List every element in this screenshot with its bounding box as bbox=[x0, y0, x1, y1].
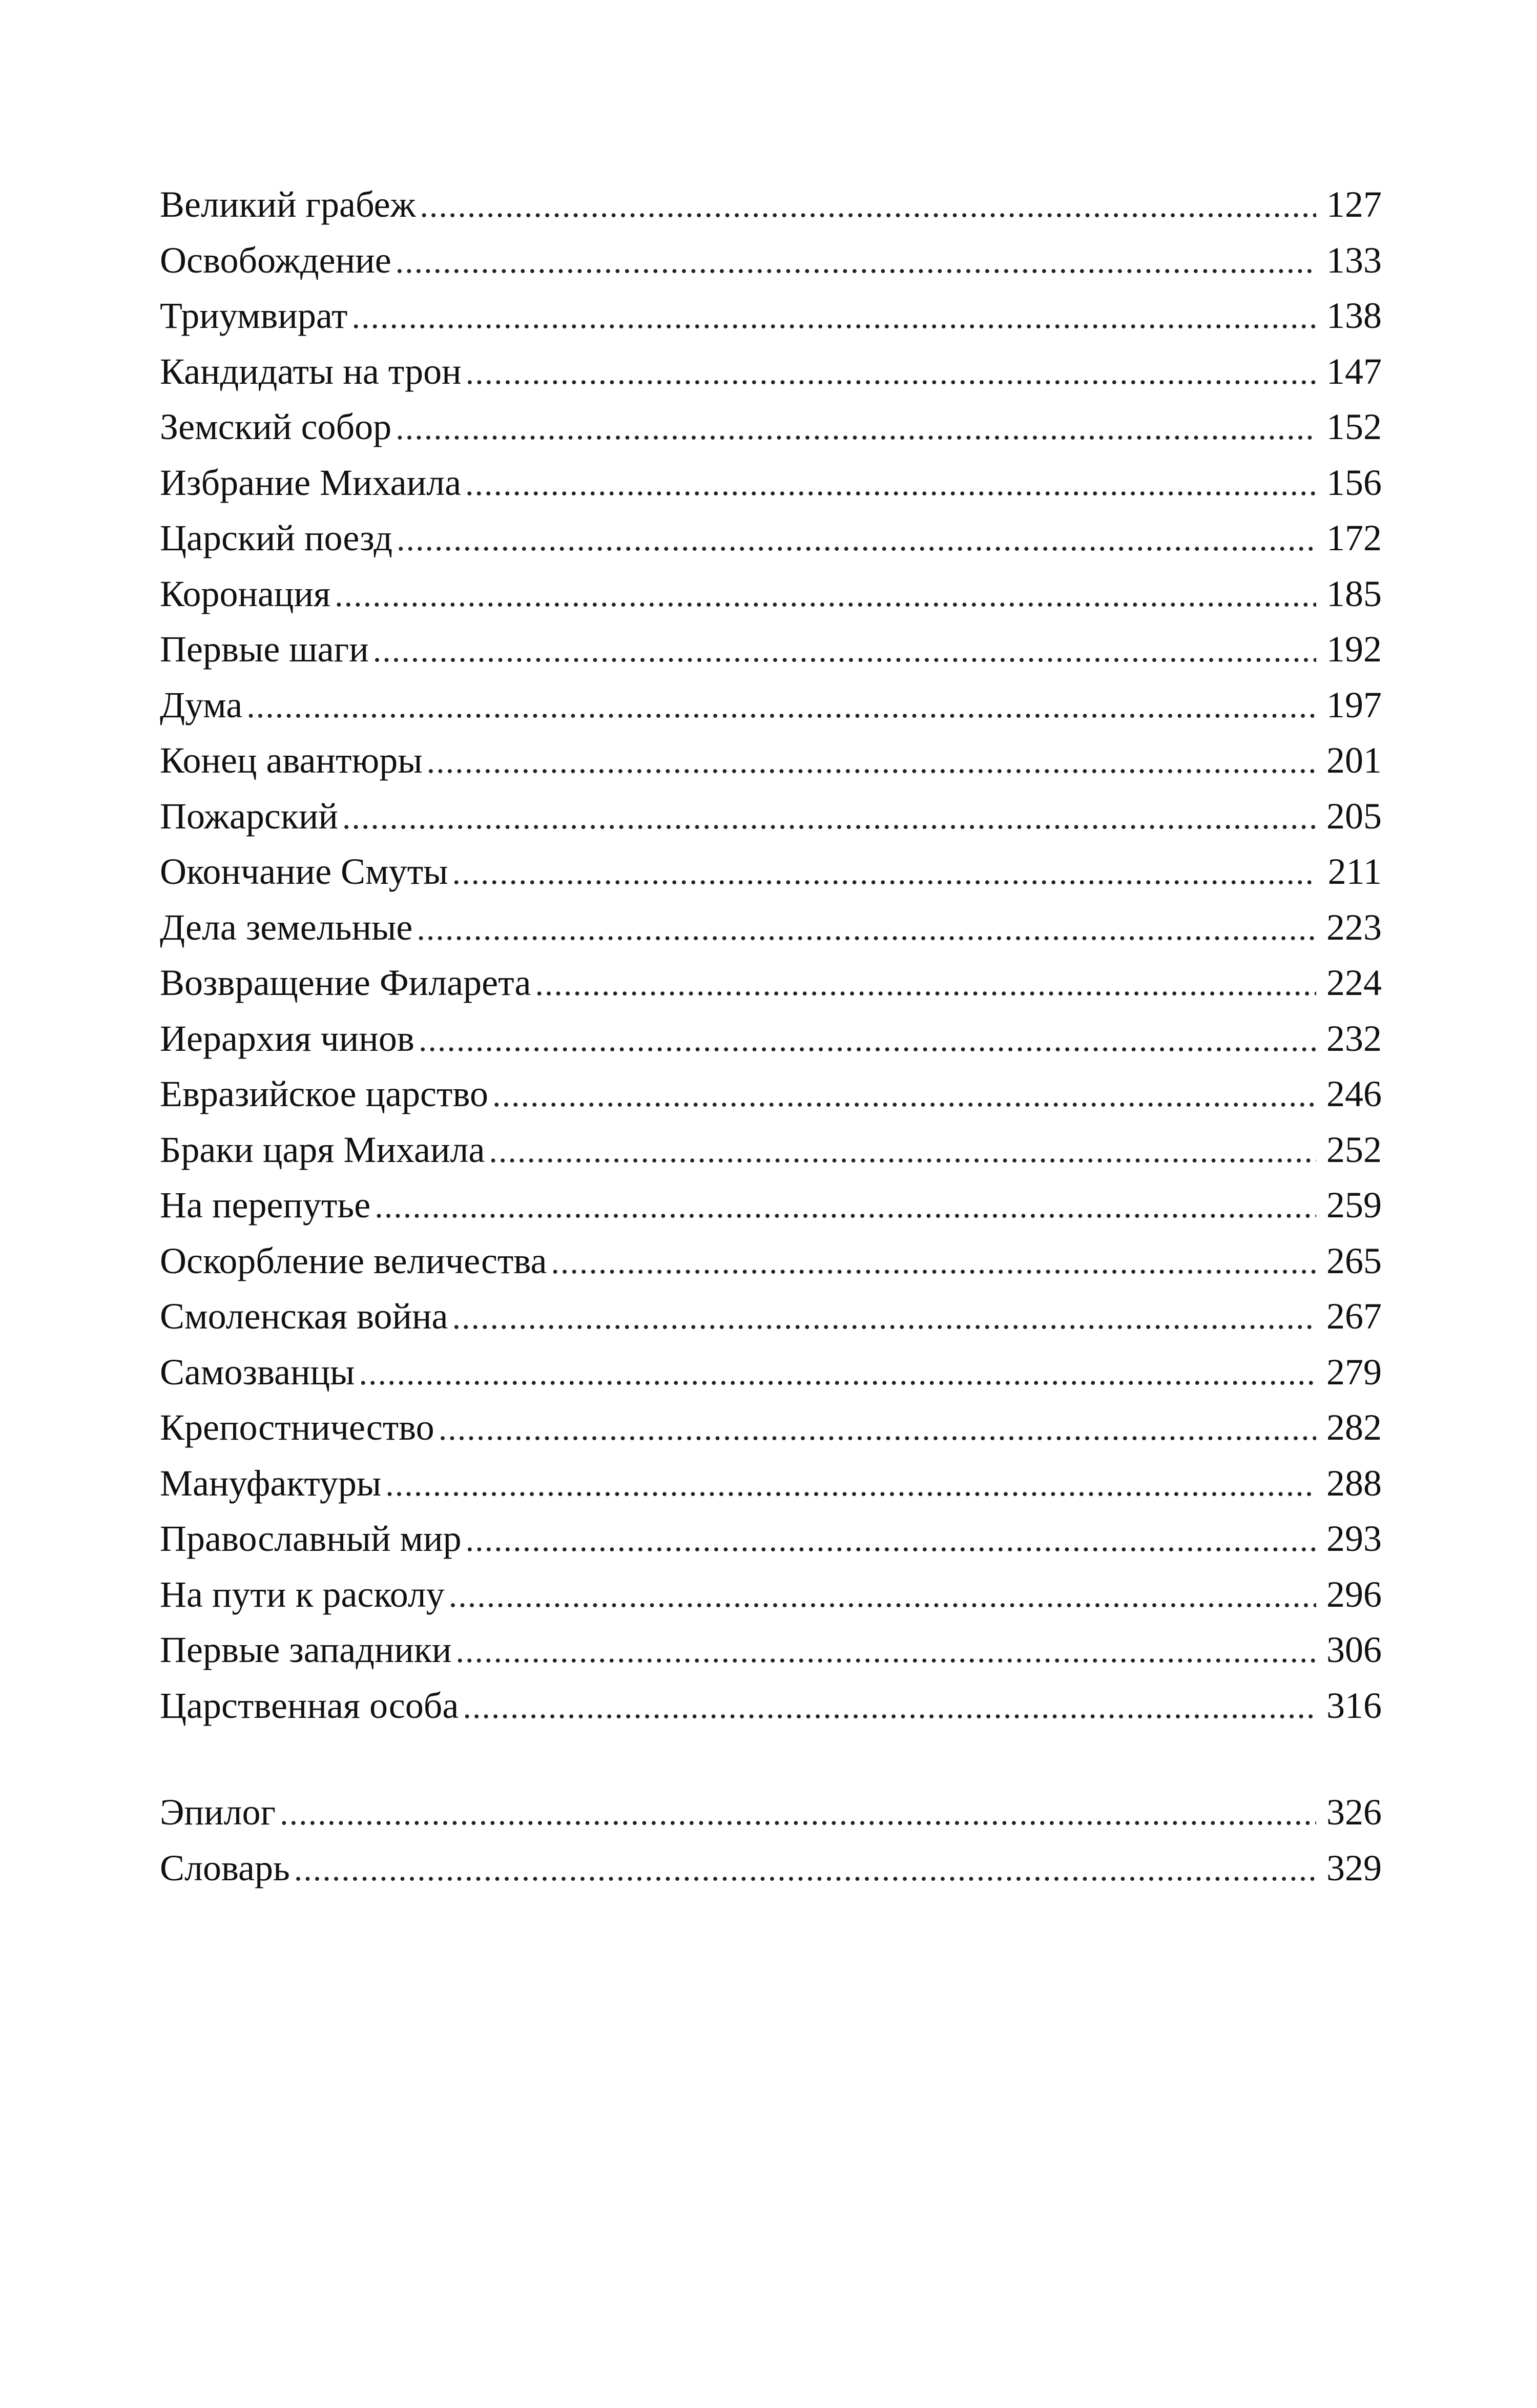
dot-leader bbox=[373, 623, 1316, 679]
dot-leader bbox=[397, 512, 1316, 568]
toc-entry bbox=[160, 233, 1382, 288]
toc-entry-title: Возвращение Филарета bbox=[160, 962, 531, 1003]
toc-entry-page-number: 306 bbox=[1326, 1629, 1382, 1670]
toc-entry-title: Избрание Михаила bbox=[160, 462, 462, 503]
toc-entry bbox=[160, 510, 1382, 566]
toc-entry bbox=[160, 1233, 1382, 1289]
dot-leader bbox=[246, 679, 1316, 735]
toc-entry-title: Оскорбление величества bbox=[160, 1240, 547, 1281]
toc-entry-page-number: 223 bbox=[1326, 906, 1382, 948]
toc-entry-title: Освобождение bbox=[160, 239, 391, 281]
dot-leader bbox=[294, 1842, 1316, 1898]
toc-entry bbox=[160, 621, 1382, 677]
toc-entry bbox=[160, 733, 1382, 788]
toc-entry-page-number: 205 bbox=[1326, 795, 1382, 837]
toc-entry-title: Дела земельные bbox=[160, 906, 413, 948]
dot-leader bbox=[342, 790, 1316, 846]
toc-entry-page-number: 211 bbox=[1327, 851, 1382, 892]
toc-entry-page-number: 265 bbox=[1326, 1240, 1382, 1281]
toc-entry-page-number: 279 bbox=[1326, 1351, 1382, 1393]
dot-leader bbox=[535, 957, 1316, 1012]
dot-leader bbox=[419, 1012, 1316, 1068]
toc-entry bbox=[160, 788, 1382, 844]
toc-entry-title: На перепутье bbox=[160, 1185, 371, 1226]
toc-entry-page-number: 152 bbox=[1326, 406, 1382, 447]
dot-leader bbox=[396, 234, 1316, 290]
toc-entry bbox=[160, 1456, 1382, 1511]
toc-entry bbox=[160, 955, 1382, 1011]
dot-leader bbox=[427, 734, 1316, 790]
toc-entry-title: Окончание Смуты bbox=[160, 851, 448, 892]
toc-entry-title: Эпилог bbox=[160, 1792, 276, 1833]
toc-entry bbox=[160, 1840, 1382, 1896]
toc-entry-title: Царский поезд bbox=[160, 517, 392, 558]
dot-leader bbox=[489, 1124, 1316, 1179]
toc-entry-page-number: 288 bbox=[1326, 1462, 1382, 1504]
toc-entry-page-number: 316 bbox=[1326, 1685, 1382, 1726]
toc-entry-page-number: 232 bbox=[1326, 1018, 1382, 1059]
toc-entry bbox=[160, 1622, 1382, 1678]
dot-leader bbox=[396, 401, 1316, 456]
dot-leader bbox=[439, 1401, 1316, 1457]
toc-entry-title: Триумвират bbox=[160, 295, 348, 336]
toc-entry-title: Царственная особа bbox=[160, 1685, 459, 1726]
toc-entry-page-number: 329 bbox=[1326, 1847, 1382, 1888]
toc-entry-page-number: 138 bbox=[1326, 295, 1382, 336]
dot-leader bbox=[351, 289, 1316, 345]
dot-leader bbox=[463, 1679, 1316, 1735]
dot-leader bbox=[359, 1346, 1316, 1402]
toc-entry bbox=[160, 677, 1382, 733]
toc-entry bbox=[160, 566, 1382, 622]
toc-entry bbox=[160, 1066, 1382, 1122]
toc-entry-page-number: 326 bbox=[1326, 1792, 1382, 1833]
toc-entry-page-number: 201 bbox=[1326, 740, 1382, 781]
toc-entry-title: Крепостничество bbox=[160, 1407, 434, 1448]
toc-entry-title: Первые шаги bbox=[160, 629, 369, 670]
toc-entry-title: Конец авантюры bbox=[160, 740, 423, 781]
toc-entry-title: Земский собор bbox=[160, 406, 392, 447]
toc-entry-title: Дума bbox=[160, 684, 243, 725]
toc-entry bbox=[160, 344, 1382, 400]
toc-entry bbox=[160, 177, 1382, 233]
table-of-contents bbox=[160, 177, 1382, 1896]
toc-entry-title: Словарь bbox=[160, 1847, 290, 1888]
toc-entry bbox=[160, 1784, 1382, 1840]
toc-entry bbox=[160, 1011, 1382, 1067]
dot-leader bbox=[420, 178, 1316, 234]
dot-leader bbox=[452, 1290, 1317, 1346]
toc-entry-title: Смоленская война bbox=[160, 1296, 448, 1337]
toc-entry bbox=[160, 455, 1382, 511]
toc-entry-page-number: 147 bbox=[1326, 350, 1382, 392]
toc-entry-title: Мануфактуры bbox=[160, 1462, 382, 1504]
dot-leader bbox=[551, 1235, 1316, 1291]
toc-entry-title: Пожарский bbox=[160, 795, 338, 837]
toc-entry-title: Великий грабеж bbox=[160, 184, 416, 225]
toc-entry-title: Браки царя Михаила bbox=[160, 1129, 485, 1170]
dot-leader bbox=[280, 1786, 1316, 1842]
toc-entry-title: Кандидаты на трон bbox=[160, 350, 462, 392]
toc-entry-page-number: 246 bbox=[1326, 1073, 1382, 1114]
dot-leader bbox=[452, 845, 1316, 901]
toc-back-matter-group bbox=[160, 1784, 1382, 1896]
toc-entry-page-number: 156 bbox=[1326, 462, 1382, 503]
toc-entry bbox=[160, 1511, 1382, 1567]
toc-entry-page-number: 224 bbox=[1326, 962, 1382, 1003]
toc-entry bbox=[160, 288, 1382, 344]
dot-leader bbox=[335, 568, 1316, 624]
toc-entry-page-number: 267 bbox=[1326, 1296, 1382, 1337]
toc-entry-page-number: 127 bbox=[1326, 184, 1382, 225]
dot-leader bbox=[455, 1624, 1316, 1679]
toc-entry-page-number: 133 bbox=[1326, 239, 1382, 281]
toc-entry-title: Православный мир bbox=[160, 1518, 462, 1559]
toc-entry bbox=[160, 1344, 1382, 1400]
toc-entry-title: Иерархия чинов bbox=[160, 1018, 414, 1059]
dot-leader bbox=[466, 345, 1316, 401]
toc-entry-page-number: 259 bbox=[1326, 1185, 1382, 1226]
toc-entry bbox=[160, 1289, 1382, 1344]
toc-entry-page-number: 172 bbox=[1326, 517, 1382, 558]
toc-entry-page-number: 282 bbox=[1326, 1407, 1382, 1448]
toc-entry-page-number: 192 bbox=[1326, 629, 1382, 670]
toc-entry-page-number: 293 bbox=[1326, 1518, 1382, 1559]
toc-entry-title: Коронация bbox=[160, 573, 331, 614]
dot-leader bbox=[417, 901, 1316, 957]
toc-entry bbox=[160, 1678, 1382, 1734]
dot-leader bbox=[385, 1457, 1316, 1513]
toc-entry-page-number: 185 bbox=[1326, 573, 1382, 614]
toc-entry bbox=[160, 1567, 1382, 1623]
toc-entry-title: Самозванцы bbox=[160, 1351, 355, 1393]
toc-entry bbox=[160, 1400, 1382, 1456]
toc-entry-title: Первые западники bbox=[160, 1629, 452, 1670]
toc-entry bbox=[160, 900, 1382, 956]
toc-entry-title: Евразийское царство bbox=[160, 1073, 488, 1114]
dot-leader bbox=[375, 1179, 1316, 1235]
dot-leader bbox=[465, 456, 1316, 512]
toc-entry-page-number: 296 bbox=[1326, 1573, 1382, 1615]
toc-entry bbox=[160, 1177, 1382, 1233]
dot-leader bbox=[492, 1068, 1316, 1124]
toc-entry bbox=[160, 1122, 1382, 1178]
toc-entry-page-number: 252 bbox=[1326, 1129, 1382, 1170]
dot-leader bbox=[449, 1568, 1316, 1624]
toc-main-group bbox=[160, 177, 1382, 1733]
toc-entry bbox=[160, 844, 1382, 900]
toc-entry-title: На пути к расколу bbox=[160, 1573, 445, 1615]
toc-entry-page-number: 197 bbox=[1326, 684, 1382, 725]
dot-leader bbox=[466, 1512, 1316, 1568]
toc-entry bbox=[160, 399, 1382, 455]
